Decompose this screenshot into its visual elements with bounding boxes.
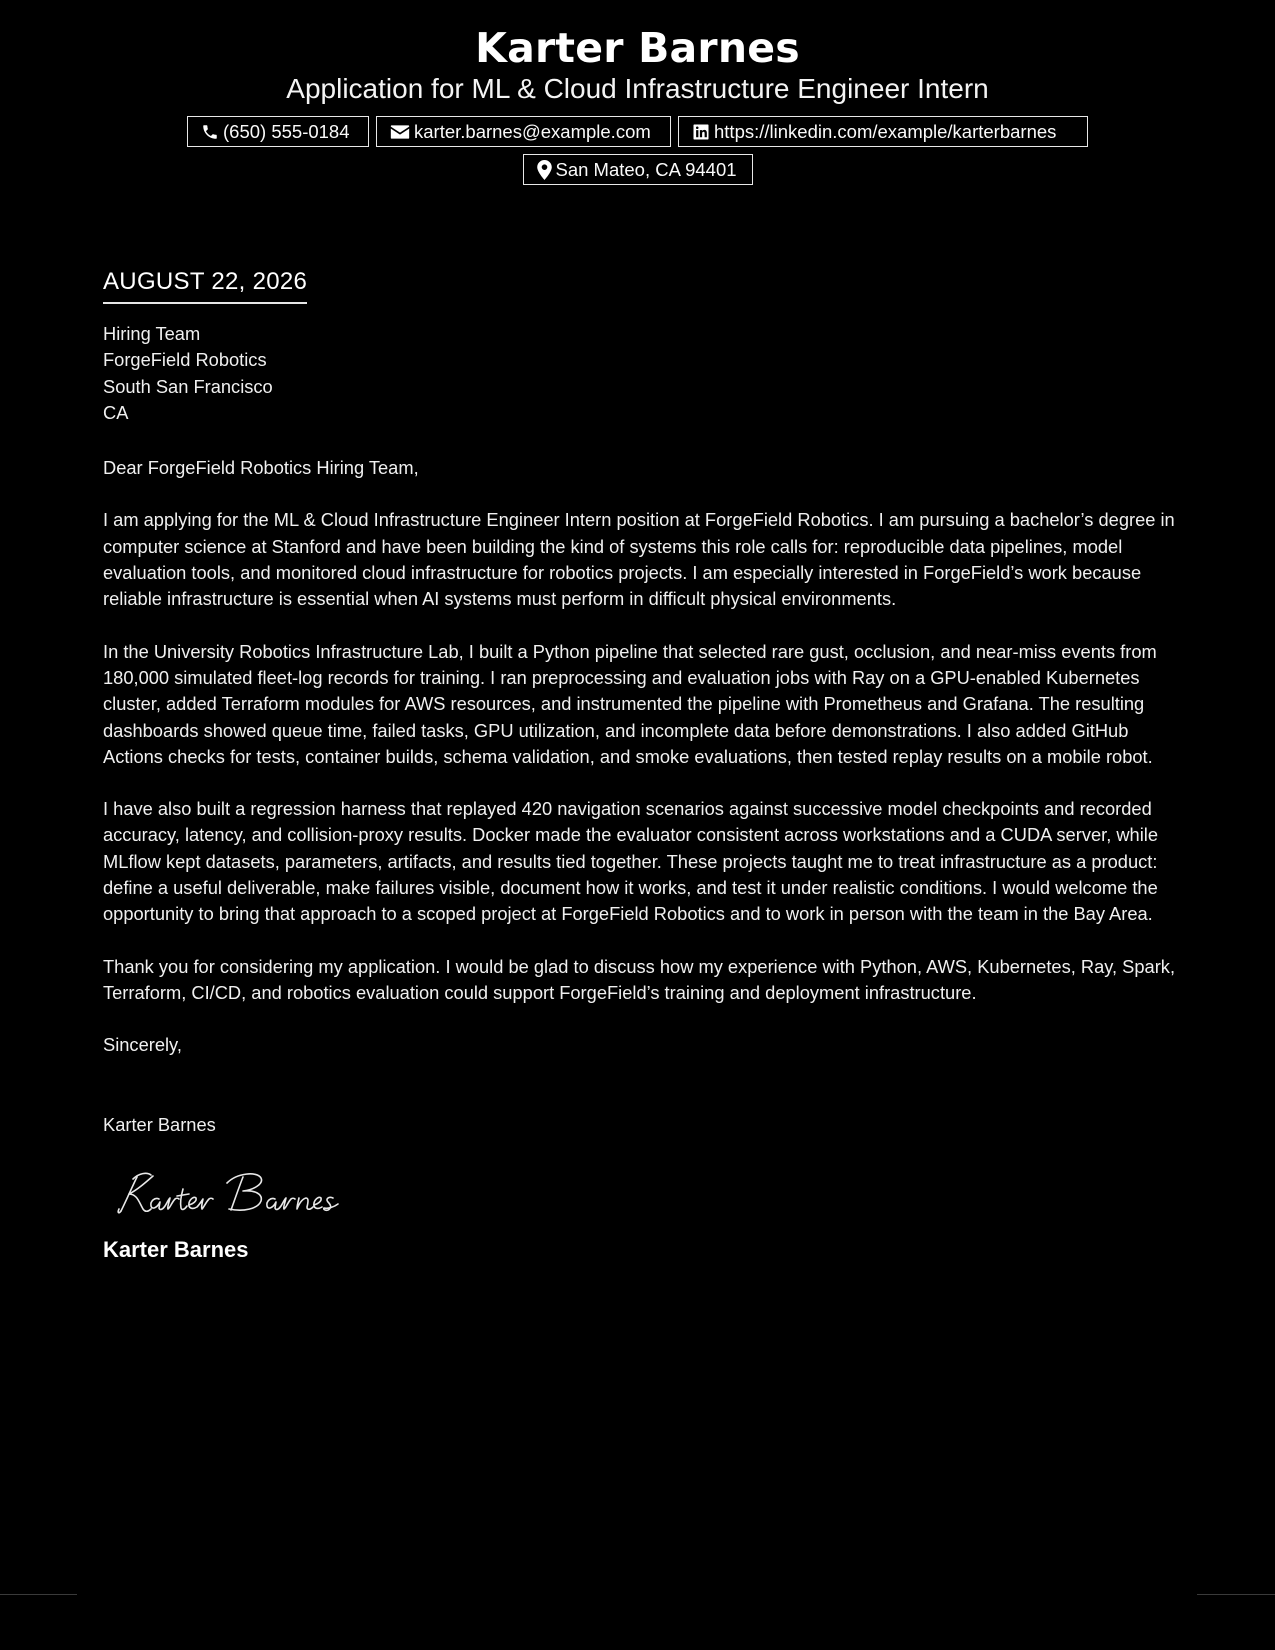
phone-text: (650) 555-0184 (223, 120, 350, 142)
linkedin-contact[interactable] (678, 116, 1088, 147)
salutation: Dear ForgeField Robotics Hiring Team, (103, 457, 419, 479)
applicant-name: Karter Barnes (475, 24, 800, 72)
body-paragraph: I am applying for the ML & Cloud Infrastructure Engineer Intern position at ForgeField Robotics. I am pursuing a bachelor’s degree in computer science at Stanford and have been building the kind of systems this role calls for: reproducible data pipelines, model evaluation tools, and monitored cloud infrastructure for robotics projects. I am especially interested in ForgeField’s work because reliable infrastructure is essential when AI systems must perform in difficult physical environments. (103, 509, 1175, 610)
recipient-line: ForgeField Robotics (103, 349, 267, 371)
closing: Sincerely, (103, 1034, 182, 1056)
letter-body (103, 262, 1183, 1264)
location-contact (523, 154, 753, 185)
recipient-block (103, 321, 1183, 426)
signature-name: Karter Barnes (103, 1236, 249, 1262)
body-paragraph: Thank you for considering my application. I would be glad to discuss how my experience with Python, AWS, Kubernetes, Ray, Spark, Terraform, CI/CD, and robotics evaluation could support ForgeField’s training and deployment infrastructure. (103, 955, 1176, 1003)
footer-rule-left (0, 1594, 77, 1595)
linkedin-icon (692, 123, 714, 141)
recipient-line: Hiring Team (103, 323, 201, 344)
letter-date: AUGUST 22, 2026 (103, 262, 307, 304)
location-text: San Mateo, CA 94401 (555, 158, 737, 180)
typed-name: Karter Barnes (103, 1113, 216, 1135)
recipient-line: CA (103, 401, 129, 423)
recipient-line: South San Francisco (103, 375, 273, 397)
envelope-icon (390, 124, 414, 140)
footer-rule-right (1197, 1594, 1275, 1595)
body-paragraph: In the University Robotics Infrastructure Lab, I built a Python pipeline that selected rare gust, occlusion, and near-miss events from 180,000 simulated fleet-log records for training. I ran preprocessing and evaluation jobs with Ray on a GPU-enabled Kubernetes cluster, added Terraform modules for AWS resources, and instrumented the pipeline with Prometheus and Grafana. The resulting dashboards showed queue time, failed tasks, GPU utilization, and incomplete data before demonstrations. I also added GitHub Actions checks for tests, container builds, schema validation, and smoke evaluations, then tested replay results on a mobile robot. (103, 640, 1157, 767)
linkedin-text: https://linkedin.com/example/karterbarnes (714, 120, 1057, 142)
email-contact[interactable] (376, 116, 671, 147)
application-title: Application for ML & Cloud Infrastructure Engineer Intern (286, 73, 989, 104)
map-marker-icon (537, 160, 556, 180)
contact-row-primary (0, 116, 1275, 147)
email-text: karter.barnes@example.com (414, 120, 651, 142)
handwritten-signature (115, 1163, 355, 1223)
phone-icon (201, 123, 223, 141)
phone-contact[interactable] (187, 116, 369, 147)
contact-row-secondary (0, 154, 1275, 185)
body-paragraph: I have also built a regression harness that replayed 420 navigation scenarios against successive model checkpoints and recorded accuracy, latency, and collision-proxy results. Docker made the evaluator consistent across workstations and a CUDA server, while MLflow kept datasets, parameters, artifacts, and results tied together. These projects taught me to treat infrastructure as a product: define a useful deliverable, make failures visible, document how it works, and test it under realistic conditions. I would welcome the opportunity to bring that approach to a scoped project at ForgeField Robotics and to work in person with the team in the Bay Area. (103, 798, 1159, 925)
letter-header (0, 22, 1275, 185)
